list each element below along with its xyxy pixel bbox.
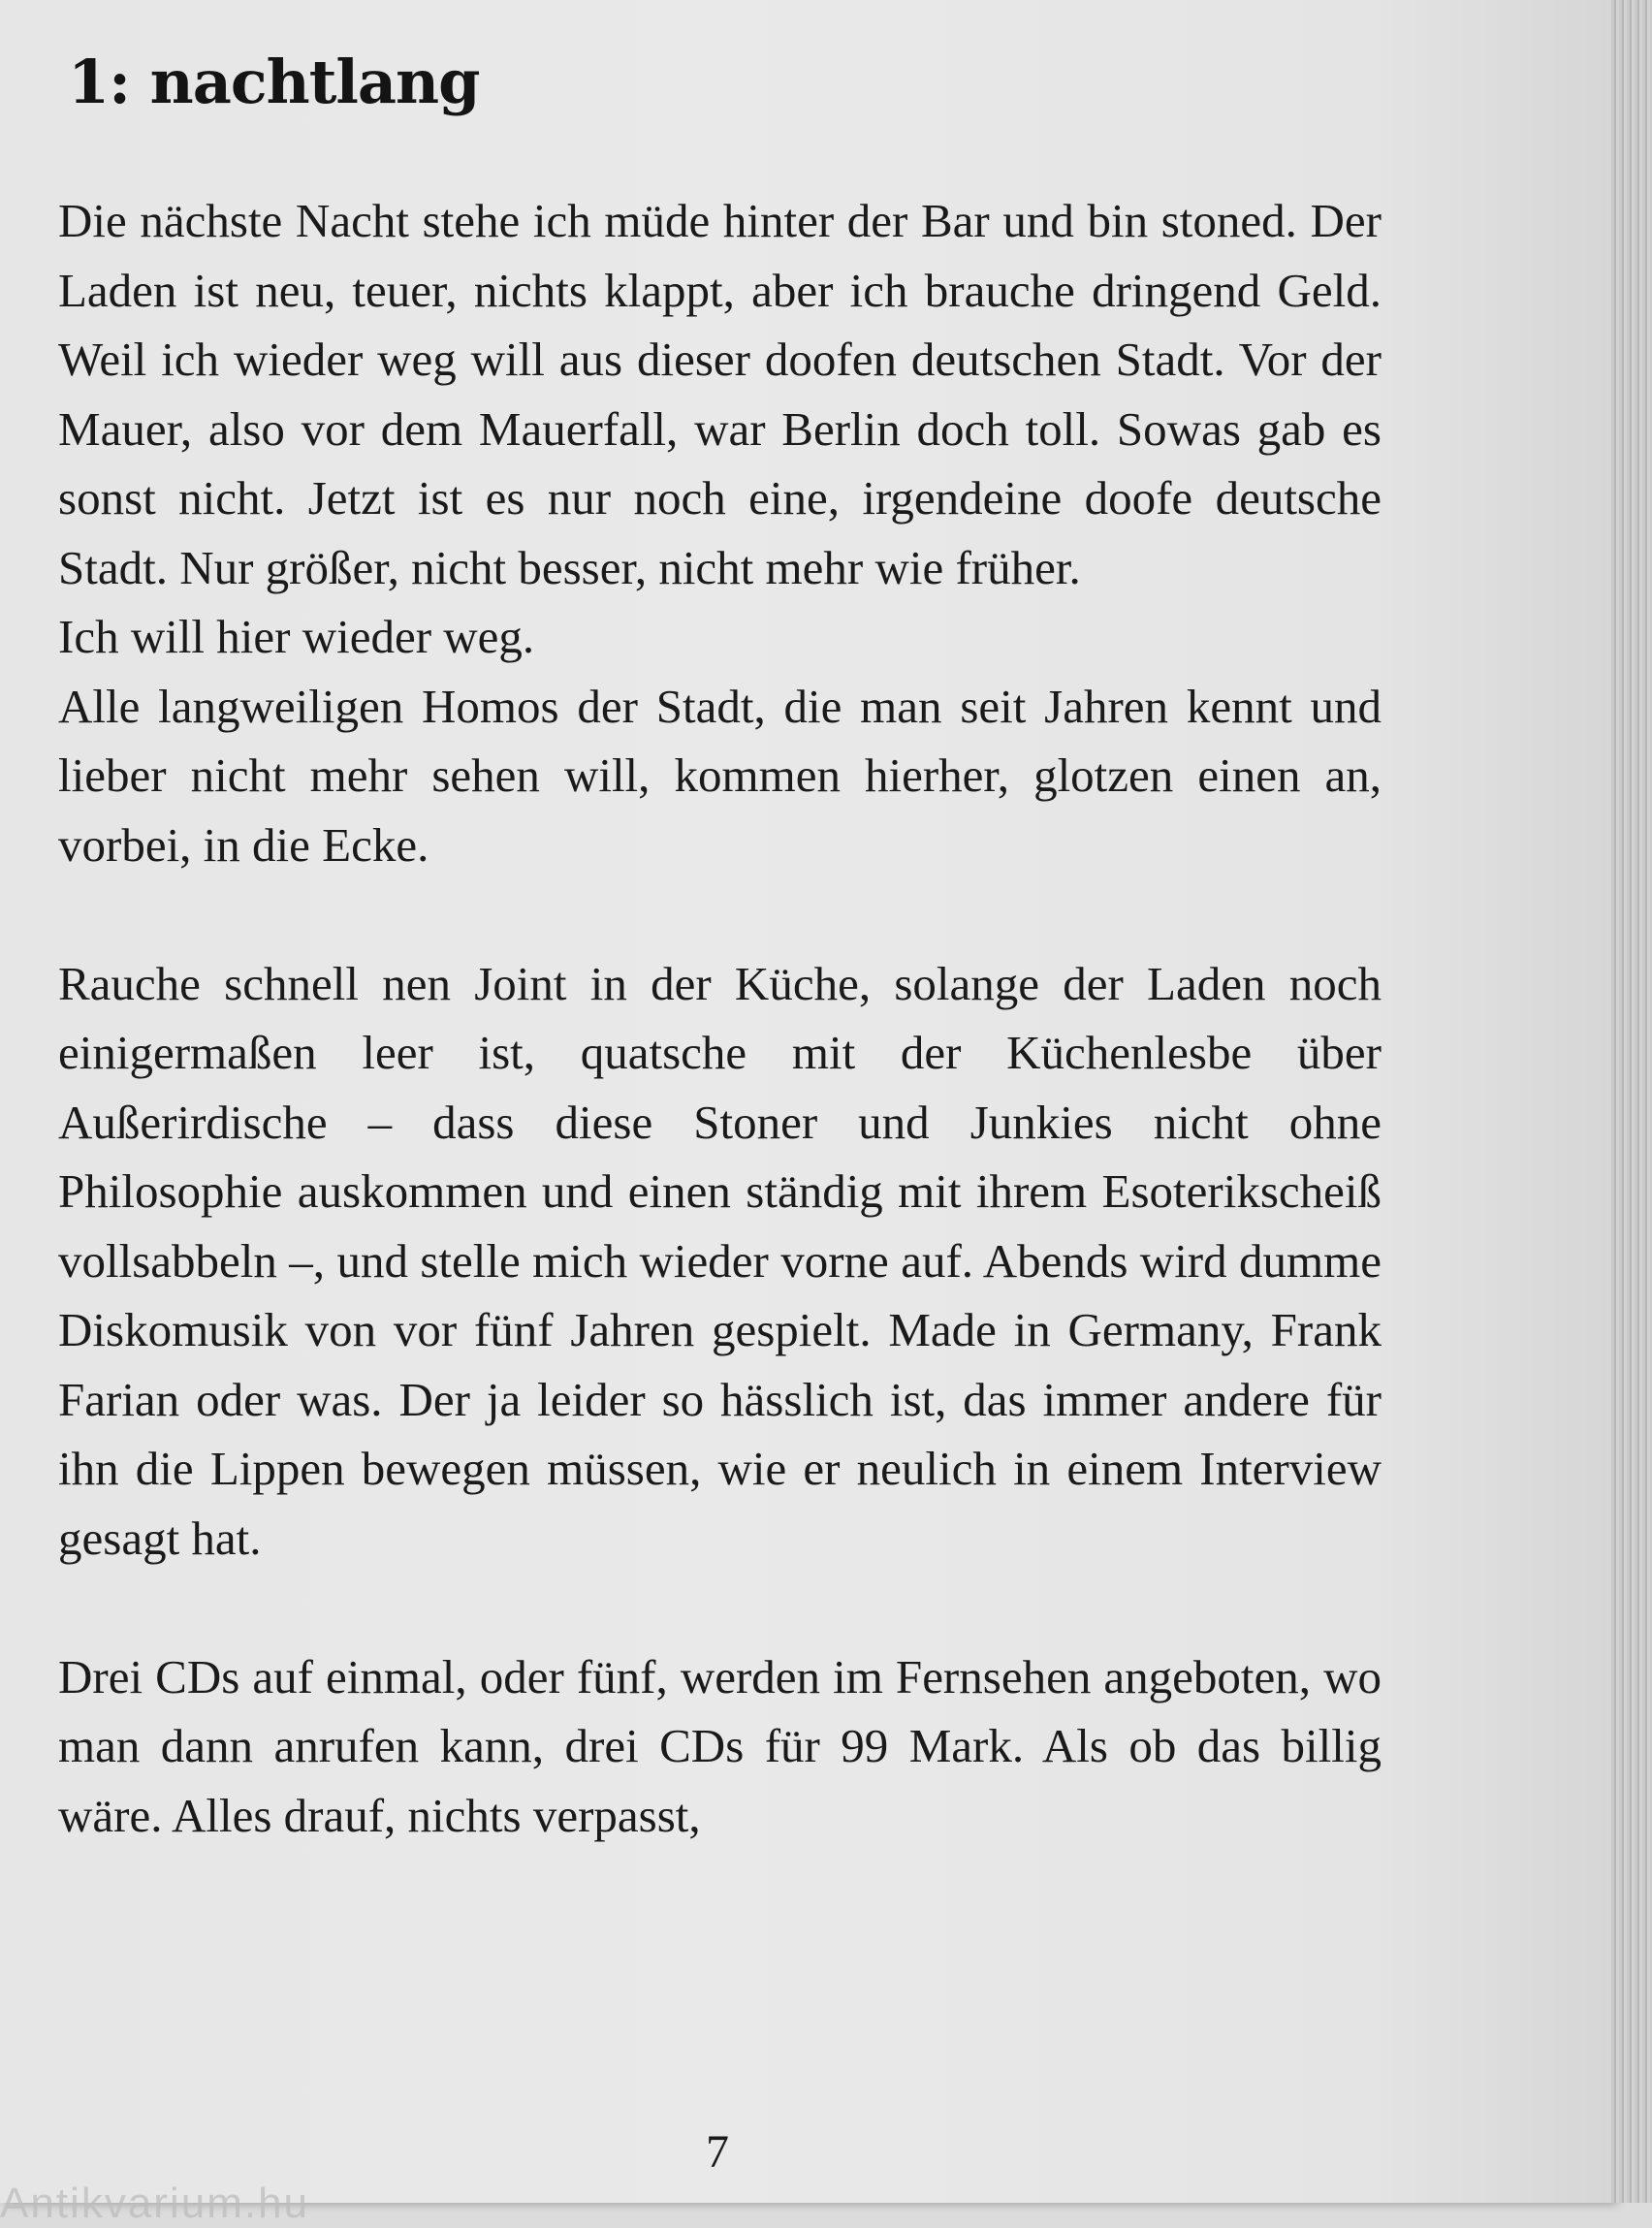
paragraph-5: Drei CDs auf einmal, oder fünf, werden im Fernsehen angeboten, wo man dann anrufen kann, drei CDs für 99 Mark. Als ob das billig wäre. Alles drauf, nichts verpasst, <box>58 1649 1382 1842</box>
page-edge-stack <box>1611 0 1652 2203</box>
paragraph-2: Ich will hier wieder weg. <box>58 610 535 663</box>
paragraph-4: Rauche schnell nen Joint in der Küche, solange der Laden noch einigermaßen leer ist, quatsche mit der Küchenlesbe über Außerirdische – dass diese Stoner und Junkies nicht ohne Philosophie auskommen und einen ständig mit ihrem Esoterikscheiß vollsabbeln –, und stelle mich wieder vorne auf. Abends wird dumme Diskomusik von vor fünf Jahren gespielt. Made in Germany, Frank Farian oder was. Der ja leider so hässlich ist, das immer andere für ihn die Lippen bewegen müssen, wie er neulich in einem Interview gesagt hat. <box>58 956 1382 1565</box>
chapter-title: 1: nachtlang <box>68 47 480 117</box>
body-text <box>58 186 1382 1850</box>
page-number: 7 <box>706 2126 729 2178</box>
watermark-text: Antikvarium.hu <box>0 2180 310 2227</box>
paragraph-1: Die nächste Nacht stehe ich müde hinter der Bar und bin stoned. Der Laden ist neu, teuer, nichts klappt, aber ich brauche dringend Geld. Weil ich wieder weg will aus dieser doofen deutschen Stadt. Vor der Mauer, also vor dem Mauerfall, war Berlin doch toll. Sowas gab es sonst nicht. Jetzt ist es nur noch eine, irgendeine doofe deutsche Stadt. Nur größer, nicht besser, nicht mehr wie früher. <box>58 194 1382 594</box>
paragraph-3: Alle langweiligen Homos der Stadt, die man seit Jahren kennt und lieber nicht mehr sehen will, kommen hierher, glotzen einen an, vorbei, in die Ecke. <box>58 679 1382 872</box>
